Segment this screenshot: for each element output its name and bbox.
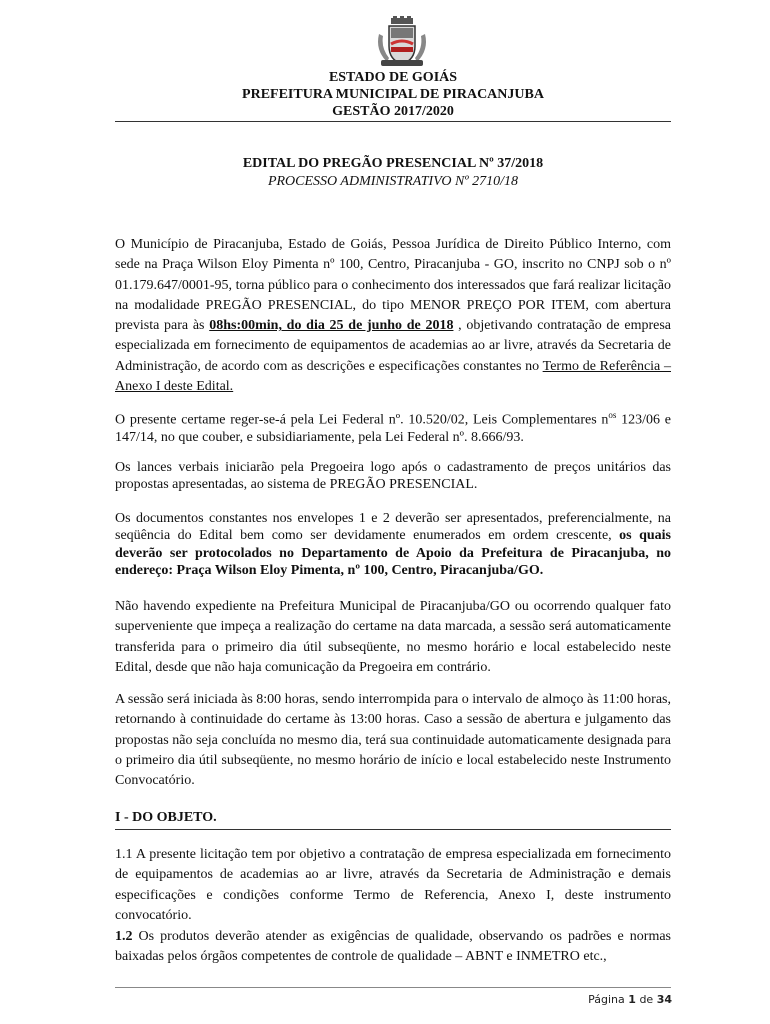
footer-divider <box>115 987 671 988</box>
intro-text-continued: , objetivando contratação de empresa especializada em fornecimento de equipamentos de academias ao ar livre, através da Secretaria de Administração, de acordo com as descrições e especificações constantes no <box>115 318 671 374</box>
page-number <box>588 993 672 1006</box>
header-divider <box>115 121 671 122</box>
opening-date: 08hs:00min, do dia 25 de junho de 2018 <box>209 318 454 334</box>
clause-text: Os produtos deverão atender as exigências de qualidade, observando os padrões e normas baixadas pelos órgãos competentes de controle de qualidade – ABNT e INMETRO etc., <box>115 929 671 965</box>
header-prefecture: PREFEITURA MUNICIPAL DE PIRACANJUBA <box>242 87 544 102</box>
current-page: 1 <box>628 993 636 1006</box>
verbal-bids-paragraph: Os lances verbais iniciarão pela Pregoeira logo após o cadastramento de preços unitários das propostas apresentadas, ao sistema de PREGÃO PRESENCIAL. <box>115 460 671 493</box>
session-schedule-paragraph: A sessão será iniciada às 8:00 horas, sendo interrompida para o intervalo de almoço às 11:00 horas, retornando à continuidade do certame às 13:00 horas. Caso a sessão de abertura e julgamento das propostas não seja concluída no mesmo dia, terá sua continuidade automaticamente designada para o primeiro dia útil subseqüente, no mesmo horário de início e local estabelecido neste Instrumento Convocatório. <box>115 692 671 789</box>
total-pages: 34 <box>656 993 672 1006</box>
clause-1-2 <box>115 927 671 968</box>
section-divider <box>115 829 671 830</box>
section-heading-objeto: I - DO OBJETO. <box>115 810 217 825</box>
intro-paragraph <box>115 235 671 397</box>
intro-text: O Município de Piracanjuba, Estado de Goiás, Pessoa Jurídica de Direito Público Interno, com sede na Praça Wilson Eloy Pimenta nº 100, Centro, Piracanjuba - GO, inscrito no CNPJ sob o nº 01.179.647/0001-95, torna público para o conhecimento dos interessados que fará realizar licitação na modalidade PREGÃO PRESENCIAL, do tipo MENOR PREÇO POR ITEM, com abertura prevista para às <box>115 237 671 334</box>
legal-basis-text: O presente certame reger-se-á pela Lei Federal nº. 10.520/02, Leis Complementares n <box>115 412 609 428</box>
annex-reference: Termo de Referência – Anexo I deste Edital. <box>115 358 671 395</box>
documents-paragraph <box>115 510 671 579</box>
legal-basis-text-continued: 123/06 e 147/14, no que couber, e subsidiariamente, pela Lei Federal nº. 8.666/93. <box>115 412 672 445</box>
clause-number: 1.2 <box>115 929 133 944</box>
clause-1-1: 1.1 A presente licitação tem por objetivo a contratação de empresa especializada em fornecimento de equipamentos de academias ao ar livre, através da Secretaria de Administração e demais especificações e condições conforme Termo de Referencia, Anexo I, deste instrumento convocatório. <box>115 847 671 923</box>
page-of-label: de <box>639 993 654 1006</box>
legal-basis-paragraph <box>115 407 671 446</box>
header-state: ESTADO DE GOIÁS <box>328 70 458 85</box>
processo-subtitle: PROCESSO ADMINISTRATIVO Nº 2710/18 <box>267 174 519 189</box>
municipal-coat-of-arms-icon <box>373 16 431 68</box>
page-label: Página <box>588 993 625 1006</box>
documents-address: os quais deverão ser protocolados no Departamento de Apoio da Prefeitura de Piracanjuba, no endereço: Praça Wilson Eloy Pimenta, nº 100, Centro, Piracanjuba/GO. <box>115 528 672 578</box>
documents-text: Os documentos constantes nos envelopes 1 e 2 deverão ser apresentados, preferencialmente, na seqüência do Edital bem como ser devidamente enumerados em ordem crescente, <box>115 511 671 544</box>
edital-title: EDITAL DO PREGÃO PRESENCIAL Nº 37/2018 <box>242 156 544 171</box>
header-term: GESTÃO 2017/2020 <box>332 104 454 119</box>
no-business-day-paragraph: Não havendo expediente na Prefeitura Municipal de Piracanjuba/GO ou ocorrendo qualquer fato superveniente que impeça a realização do certame na data marcada, a sessão será automaticamente transferida para o primeiro dia útil subseqüente, no mesmo horário e local estabelecido neste Edital, desde que não haja comunicação da Pregoeira em contrário. <box>115 599 671 675</box>
legal-basis-superscript: os <box>608 410 617 420</box>
